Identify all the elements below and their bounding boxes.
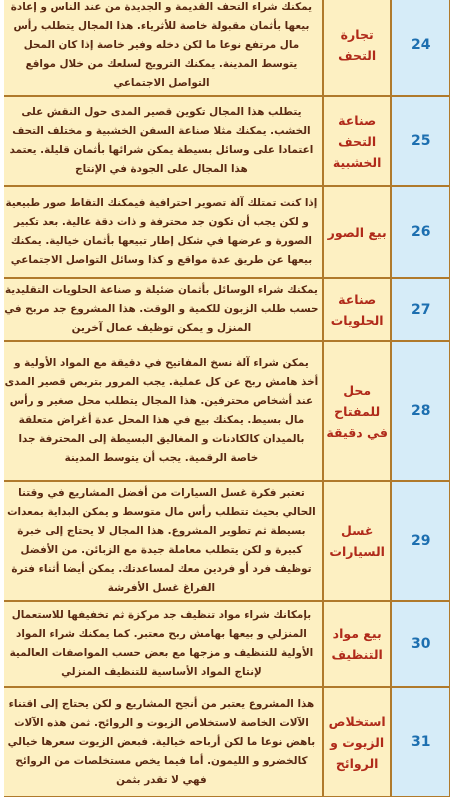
table-row — [0, 0, 450, 96]
row-description: يمكنك شراء الوسائل بأثمان ضئيلة و صناعة الحلويات التقليدية حسب طلب الزبون للكمية و الوقت. هذا المشروع جد مربح في المنزل و يمكن توظيف عمال آخرين — [0, 278, 323, 341]
row-number: 29 — [391, 481, 450, 601]
row-number: 26 — [391, 186, 450, 278]
row-description: هذا المشروع يعتبر من أنجح المشاريع و لكن يحتاج إلى اقتناء الآلات الخاصة لاستخلاص الزيوت و الروائح. ثمن هذه الآلات باهض نوعا ما لكن أرباحه خيالية. فبعض الزيوت سعرها خيالي كالخضرو و الليمون. أما فيما يخص مستخلصات من الروائح فهي لا تقدر بثمن — [0, 687, 323, 797]
row-description: يمكنك شراء التحف القديمة و الجديدة من عند الناس و إعادة بيعها بأثمان مقبولة خاصة للأثرياء. هذا المجال يتطلب رأس مال مرتفع نوعا ما لكن دخله وفير خاصة إذا كان المحل يتوسط المدينة. يمكنك الترويج لسلعك من خلال مواقع التواصل الاجتماعي — [0, 0, 323, 96]
row-title: بيع الصور — [323, 186, 392, 278]
table-row — [0, 687, 450, 797]
table-row — [0, 278, 450, 341]
row-number: 24 — [391, 0, 450, 96]
table-row — [0, 186, 450, 278]
table-row — [0, 601, 450, 687]
row-number: 31 — [391, 687, 450, 797]
row-description: تعتبر فكرة غسل السيارات من أفضل المشاريع في وقتنا الحالي بحيث تتطلب رأس مال متوسط و يمكن البداية بمعدات بسيطة ثم تطوير المشروع. هذا المجال لا يحتاج إلى خبرة كبيرة و لكن يتطلب معاملة جيدة مع الزبائن. من الأفضل توظيف فرد أو فردين معك لمساعدتك. يمكن أيضا أثناء فترة الفراغ غسل الأفرشة — [0, 481, 323, 601]
left-edge — [0, 0, 4, 800]
row-description: إذا كنت تمتلك آلة تصوير احترافية فيمكنك التقاط صور طبيعية و لكن يجب أن تكون جد محترفة و ذات دقة عالية. بعد تكبير الصورة و عرضها في شكل إطار تبيعها بأثمان خيالية. يمكنك بيعها عن طريق عدة مواقع و كذا وسائل التواصل الاجتماعي — [0, 186, 323, 278]
row-description: بإمكانك شراء مواد تنظيف جد مركزة ثم تخفيفها للاستعمال المنزلي و بيعها بهامش ربح معتبر. كما يمكنك شراء المواد الأولية للتنظيف و مزجها مع بعض حسب المواصفات العالمية لإنتاج المواد الأساسية للتنظيف المنزلي — [0, 601, 323, 687]
row-description: يمكن شراء آلة نسخ المفاتيح في دقيقة مع المواد الأولية و أخذ هامش ربح عن كل عملية. يجب المرور بتربص قصير المدى عند أشخاص محترفين. هذا المجال يتطلب محل صغير و رأس مال بسيط. يمكنك بيع في هذا المحل عدة أغراض متعلقة بالميدان كالكادنات و المغاليق البسيطة إلى المحترفة جدا خاصة الرقمية. يجب أن يتوسط المدينة — [0, 341, 323, 481]
row-title: بيع مواد التنظيف — [323, 601, 392, 687]
table-row — [0, 96, 450, 186]
row-number: 30 — [391, 601, 450, 687]
row-number: 25 — [391, 96, 450, 186]
row-title: محل للمفتاح في دقيقة — [323, 341, 392, 481]
row-number: 28 — [391, 341, 450, 481]
table-row — [0, 341, 450, 481]
row-number: 27 — [391, 278, 450, 341]
row-title: صناعة التحف الخشبية — [323, 96, 392, 186]
row-title: تجارة التحف — [323, 0, 392, 96]
row-title: غسل السيارات — [323, 481, 392, 601]
row-description: يتطلب هذا المجال تكوين قصير المدى حول النقش على الخشب. يمكنك مثلا صناعة السفن الخشبية و مختلف التحف اعتمادا على وسائل بسيطة يمكن شرائها بأثمان قليلة. يعتمد هذا المجال على الجودة في الإنتاج — [0, 96, 323, 186]
row-title: صناعة الحلويات — [323, 278, 392, 341]
table-row — [0, 481, 450, 601]
row-title: استخلاص الزيوت و الروائح — [323, 687, 392, 797]
